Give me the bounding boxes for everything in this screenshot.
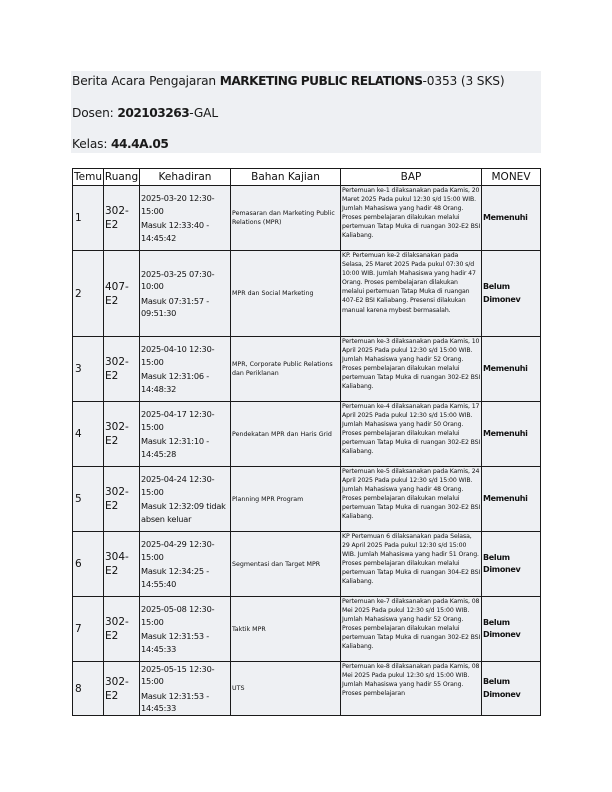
monev-status: Memenuhi	[482, 337, 541, 402]
schedule: 2025-04-10 12:30-15:00	[141, 344, 215, 367]
table-row	[73, 467, 541, 532]
table-body	[73, 186, 541, 716]
lecturer-label: Dosen:	[72, 106, 114, 120]
topic: Segmentasi dan Target MPR	[231, 532, 341, 597]
course-code-sks: -0353 (3 SKS)	[422, 74, 505, 88]
room: 304-E2	[104, 532, 140, 597]
checkin-time: Masuk 12:31:53 - 14:45:33	[141, 690, 210, 713]
schedule: 2025-04-17 12:30-15:00	[141, 409, 215, 432]
class-label: Kelas:	[72, 137, 108, 151]
teaching-report-table	[72, 168, 541, 716]
bap-text: Pertemuan ke-1 dilaksanakan pada Kamis, 20 Maret 2025 Pada pukul 12:30 s/d 15:00 WIB. Jumlah Mahasiswa yang hadir 48 Orang. Proses pembelajaran dilakukan melalui pertemuan Tatap Muka di ruangan 302-E2 BSI Kaliabang.	[341, 186, 482, 251]
table-row	[73, 337, 541, 402]
attendance	[140, 337, 231, 402]
attendance	[140, 251, 231, 337]
bap-text: Pertemuan ke-7 dilaksanakan pada Kamis, 08 Mei 2025 Pada pukul 12:30 s/d 15:00 WIB. Jumlah Mahasiswa yang hadir 52 Orang. Proses pembelajaran dilakukan melalui pertemuan Tatap Muka di ruangan 302-E2 BSI Kaliabang.	[341, 597, 482, 662]
monev-status: Belum Dimonev	[482, 662, 541, 716]
bap-text: Pertemuan ke-8 dilaksanakan pada Kamis, 08 Mei 2025 Pada pukul 12:30 s/d 15:00 WIB. Jumlah Mahasiswa yang hadir 55 Orang. Proses pembelajaran	[341, 662, 482, 716]
column-header-room: Ruang	[104, 169, 140, 186]
room: 302-E2	[104, 337, 140, 402]
attendance	[140, 662, 231, 716]
meeting-number: 1	[73, 186, 104, 251]
room: 407-E2	[104, 251, 140, 337]
lecturer-suffix: -GAL	[189, 106, 219, 120]
room: 302-E2	[104, 597, 140, 662]
schedule: 2025-04-29 12:30-15:00	[141, 539, 215, 562]
table-row	[73, 251, 541, 337]
class-line	[72, 137, 168, 151]
attendance	[140, 597, 231, 662]
room: 302-E2	[104, 662, 140, 716]
table-row	[73, 597, 541, 662]
column-header-topic: Bahan Kajian	[231, 169, 341, 186]
attendance	[140, 186, 231, 251]
checkin-time: Masuk 12:34:25 - 14:55:40	[141, 566, 210, 589]
meeting-number: 7	[73, 597, 104, 662]
document-header	[71, 71, 541, 153]
topic: MPR, Corporate Public Relations dan Periklanan	[231, 337, 341, 402]
checkin-time: Masuk 12:31:06 - 14:48:32	[141, 371, 210, 394]
meeting-number: 3	[73, 337, 104, 402]
column-header-bap: BAP	[341, 169, 482, 186]
room: 302-E2	[104, 186, 140, 251]
checkin-time: Masuk 12:31:53 - 14:45:33	[141, 631, 210, 654]
schedule: 2025-03-25 07:30-10:00	[141, 268, 215, 291]
table-row	[73, 662, 541, 716]
page-title	[72, 74, 504, 88]
table-row	[73, 402, 541, 467]
room: 302-E2	[104, 467, 140, 532]
schedule: 2025-03-20 12:30-15:00	[141, 193, 215, 216]
bap-text: Pertemuan ke-4 dilaksanakan pada Kamis, 17 April 2025 Pada pukul 12:30 s/d 15:00 WIB. Jumlah Mahasiswa yang hadir 50 Orang. Proses pembelajaran dilakukan melalui pertemuan Tatap Muka di ruangan 302-E2 BSI Kaliabang.	[341, 402, 482, 467]
topic: Pemasaran dan Marketing Public Relations (MPR)	[231, 186, 341, 251]
schedule: 2025-05-15 12:30-15:00	[141, 663, 215, 686]
topic: MPR dan Social Marketing	[231, 251, 341, 337]
table-header-row	[73, 169, 541, 186]
monev-status: Belum Dimonev	[482, 597, 541, 662]
bap-text: Pertemuan ke-3 dilaksanakan pada Kamis, 10 April 2025 Pada pukul 12:30 s/d 15:00 WIB. Jumlah Mahasiswa yang hadir 52 Orang. Proses pembelajaran dilakukan melalui pertemuan Tatap Muka di ruangan 302-E2 BSI Kaliabang.	[341, 337, 482, 402]
table-row	[73, 532, 541, 597]
topic: UTS	[231, 662, 341, 716]
topic: Planning MPR Program	[231, 467, 341, 532]
monev-status: Belum Dimonev	[482, 251, 541, 337]
lecturer-line	[72, 106, 218, 120]
checkin-time: Masuk 07:31:57 - 09:51:30	[141, 295, 210, 318]
monev-status: Memenuhi	[482, 186, 541, 251]
title-prefix: Berita Acara Pengajaran	[72, 74, 216, 88]
meeting-number: 8	[73, 662, 104, 716]
monev-status: Memenuhi	[482, 467, 541, 532]
monev-status: Memenuhi	[482, 402, 541, 467]
lecturer-code: 202103263	[117, 106, 190, 120]
bap-text: KP. Pertemuan ke-2 dilaksanakan pada Selasa, 25 Maret 2025 Pada pukul 07:30 s/d 10:00 WIB. Jumlah Mahasiswa yang hadir 47 Orang. Proses pembelajaran dilakukan melalui pertemuan Tatap Muka di ruangan 407-E2 BSI Kaliabang. Presensi dilakukan manual karena mybest bermasalah.	[341, 251, 482, 337]
column-header-meeting: Temu	[73, 169, 104, 186]
checkin-time: Masuk 12:31:10 - 14:45:28	[141, 436, 210, 459]
monev-status: Belum Dimonev	[482, 532, 541, 597]
table-row	[73, 186, 541, 251]
meeting-number: 4	[73, 402, 104, 467]
meeting-number: 6	[73, 532, 104, 597]
checkin-time: Masuk 12:32:09 tidak absen keluar	[141, 501, 226, 524]
column-header-attendance: Kehadiran	[140, 169, 231, 186]
column-header-monev: MONEV	[482, 169, 541, 186]
topic: Pendekatan MPR dan Haris Grid	[231, 402, 341, 467]
topic: Taktik MPR	[231, 597, 341, 662]
attendance	[140, 532, 231, 597]
bap-text: KP Pertemuan 6 dilaksanakan pada Selasa, 29 April 2025 Pada pukul 12:30 s/d 15:00 WIB. Jumlah Mahasiswa yang hadir 51 Orang. Proses pembelajaran dilakukan melalui pertemuan Tatap Muka di ruangan 304-E2 BSI Kaliabang.	[341, 532, 482, 597]
class-code: 44.4A.05	[111, 137, 169, 151]
schedule: 2025-05-08 12:30-15:00	[141, 604, 215, 627]
attendance	[140, 467, 231, 532]
checkin-time: Masuk 12:33:40 - 14:45:42	[141, 220, 210, 243]
bap-text: Pertemuan ke-5 dilaksanakan pada Kamis, 24 April 2025 Pada pukul 12:30 s/d 15:00 WIB. Jumlah Mahasiswa yang hadir 48 Orang. Proses pembelajaran dilakukan melalui pertemuan Tatap Muka di ruangan 302-E2 BSI Kaliabang.	[341, 467, 482, 532]
schedule: 2025-04-24 12:30-15:00	[141, 474, 215, 497]
room: 302-E2	[104, 402, 140, 467]
meeting-number: 5	[73, 467, 104, 532]
attendance	[140, 402, 231, 467]
course-name: MARKETING PUBLIC RELATIONS	[219, 74, 423, 88]
meeting-number: 2	[73, 251, 104, 337]
